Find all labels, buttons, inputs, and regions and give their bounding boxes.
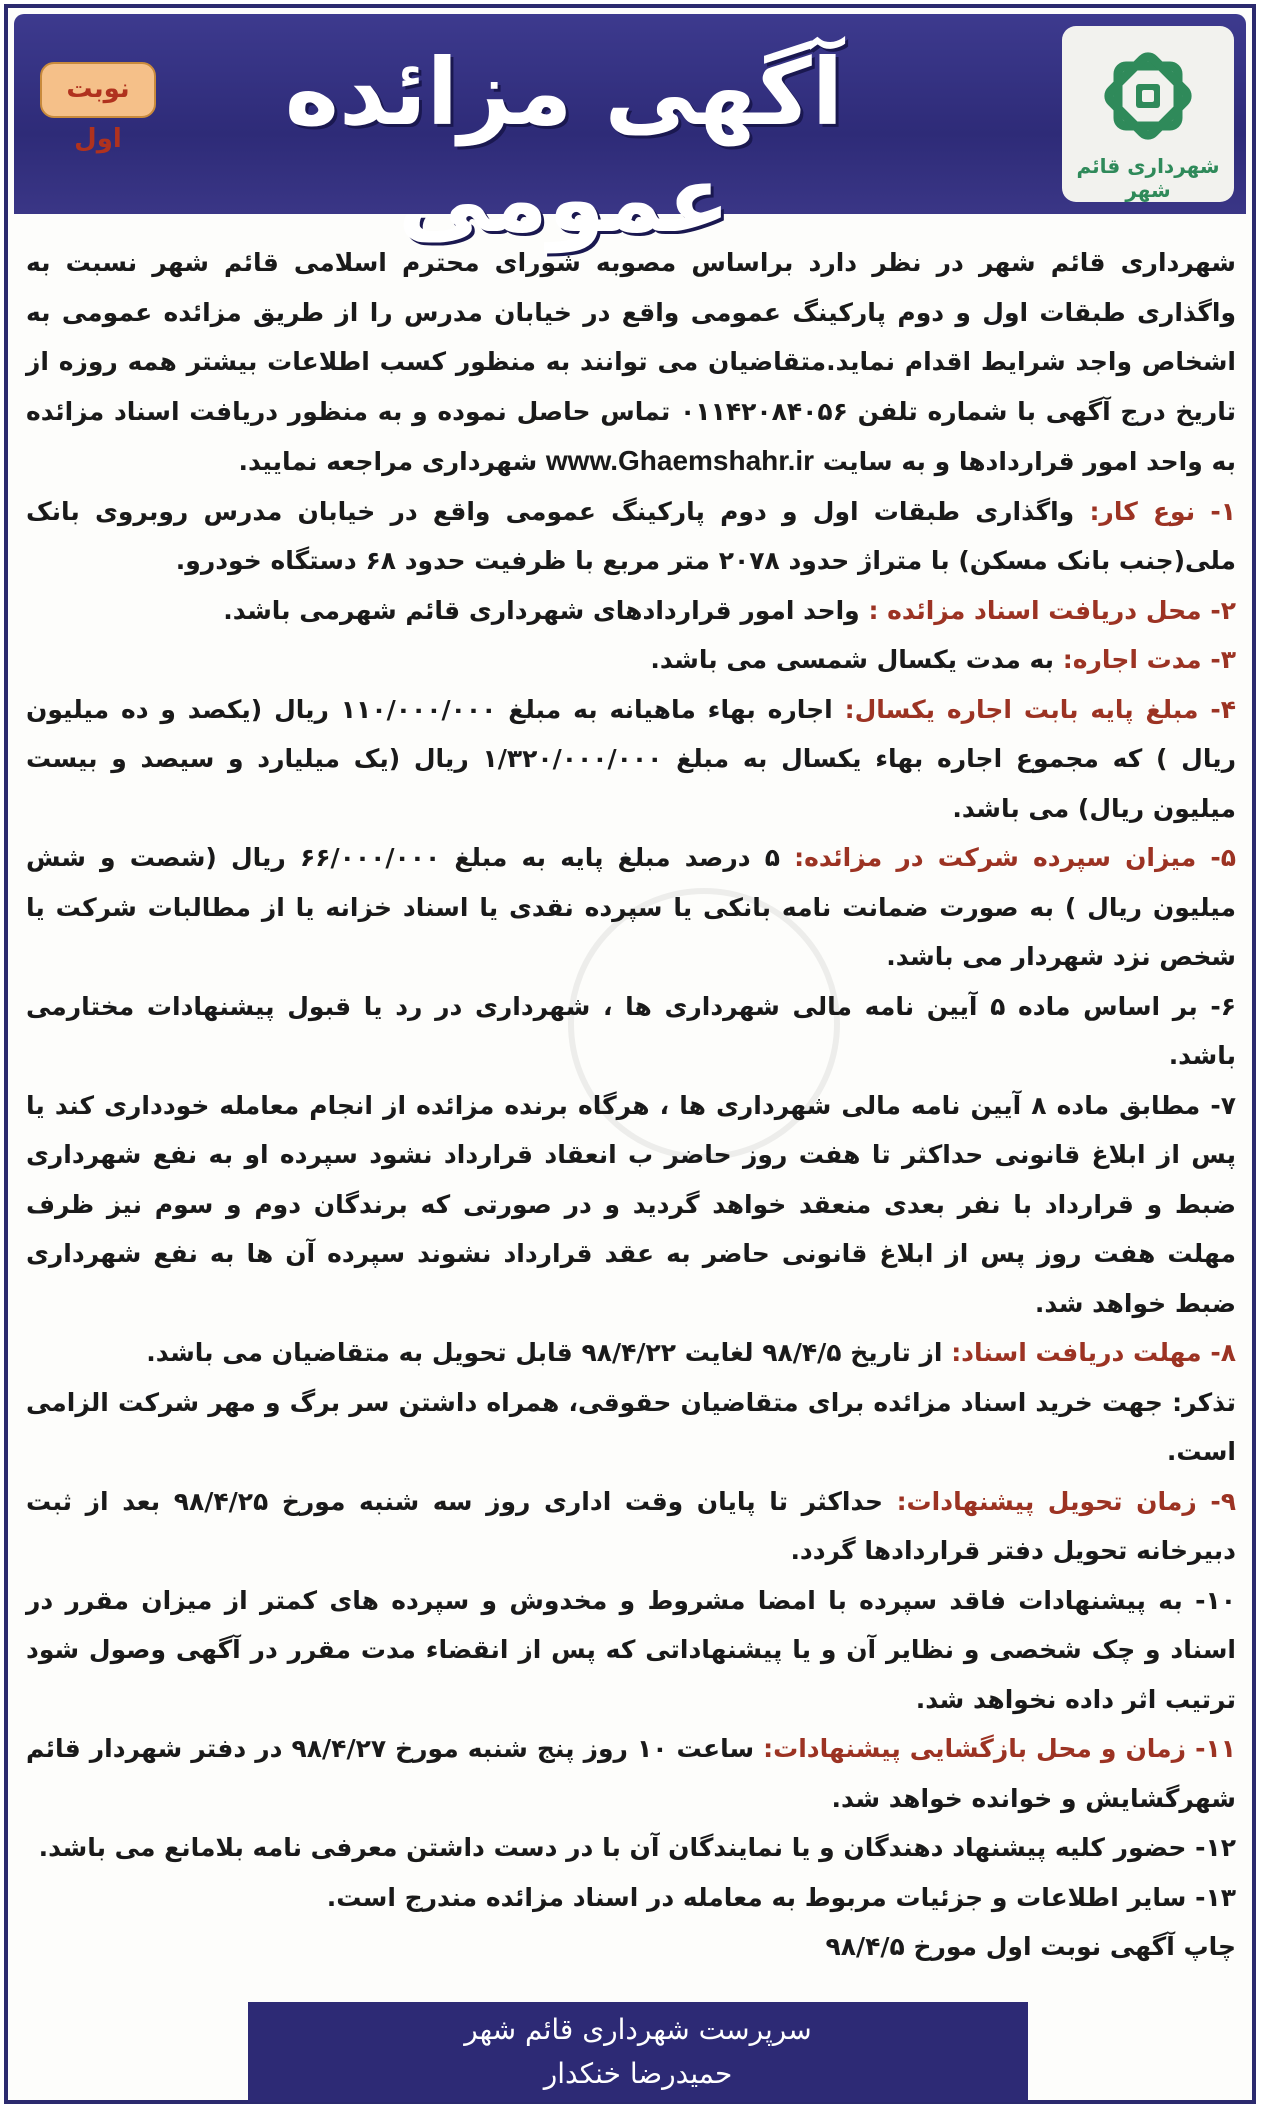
item-text: ۷- مطابق ماده ۸ آیین نامه مالی شهرداری ها ، هرگاه برنده مزائده از انجام معامله خودداری کند یا پس از ابلاغ قانونی حداکثر تا هفت روز حاضر ب انعقاد قرارداد نشود سپرده او به نفع شهرداری ضبط و قرارداد با نفر بعدی منعقد خواهد گردید و در صورتی که برندگان دوم و سوم نیز ظرف مهلت هفت روز پس از ابلاغ قانونی حاضر به عقد قرارداد نشوند سپرده آن ها به نفع شهرداری ضبط خواهد شد. [26,1090,1236,1318]
intro-paragraph [26,238,1236,487]
list-item [26,1823,1236,1873]
item-text: ۱۲- حضور کلیه پیشنهاد دهندگان و یا نمایندگان آن با در دست داشتن معرفی نامه بلامانع می باشد. [38,1833,1236,1862]
item-text: اجاره بهاء ماهیانه به مبلغ ۱۱۰/۰۰۰/۰۰۰ ریال (یکصد و ده میلیون ریال ) که مجموع اجاره بهاء یکسال به مبلغ ۱/۳۲۰/۰۰۰/۰۰۰ ریال (یک میلیارد و سیصد و بیست میلیون ریال) می باشد. [26,694,1237,823]
item-text: چاپ آگهی نوبت اول مورخ ۹۸/۴/۵ [825,1932,1236,1961]
municipality-logo [1062,26,1234,202]
item-label: ۳- مدت اجاره: [1062,645,1236,674]
intro-text-end: شهرداری مراجعه نمایید. [238,447,538,476]
website-link[interactable]: www.Ghaemshahr.ir [545,445,815,476]
list-item [26,586,1236,636]
item-text: ۱۳- سایر اطلاعات و جزئیات مربوط به معامله در اسناد مزائده مندرج است. [326,1882,1236,1912]
page-title: آگهی مزائده عمومی [284,39,844,253]
item-text: ۶- بر اساس ماده ۵ آیین نامه مالی شهرداری ها ، شهرداری در رد یا قبول پیشنهادات مختارمی باشد. [26,991,1237,1070]
item-text: به مدت یکسال شمسی می باشد. [650,645,1055,674]
round-badge: نوبت اول [40,62,156,118]
list-item [26,635,1236,685]
item-label: ۵- میزان سپرده شرکت در مزائده: [794,843,1236,872]
list-item [26,1724,1236,1823]
item-text: ساعت ۱۰ روز پنج شنبه مورخ ۹۸/۴/۲۷ در دفتر شهردار قائم شهرگشایش و خوانده خواهد شد. [26,1734,1236,1813]
list-item [26,685,1236,834]
municipality-emblem-icon [1092,40,1204,152]
list-item [26,982,1236,1081]
list-item [26,1873,1236,1923]
signatory-title: سرپرست شهرداری قائم شهر [464,2013,812,2046]
logo-caption: شهرداری قائم شهر [1076,154,1220,202]
item-text: واگذاری طبقات اول و دوم پارکینگ عمومی واقع در خیابان مدرس روبروی بانک ملی(جنب بانک مسکن) با متراژ حدود ۲۰۷۸ متر مربع با ظرفیت حدود ۶۸ دستگاه خودرو. [26,496,1236,575]
notice-sheet [4,4,1256,2104]
list-item [26,1922,1236,1972]
item-text: ۵ درصد مبلغ پایه به مبلغ ۶۶/۰۰۰/۰۰۰ ریال (شصت و شش میلیون ریال ) به صورت ضمانت نامه بانکی یا سپرده نقدی یا اسناد خزانه یا از مطالبات شرکت یا شخص نزد شهردار می باشد. [26,843,1236,971]
item-text: از تاریخ ۹۸/۴/۵ لغایت ۹۸/۴/۲۲ قابل تحویل به متقاضیان می باشد. [146,1338,943,1367]
item-label: ۱۱- زمان و محل بازگشایی پیشنهادات: [763,1734,1237,1763]
item-text: حداکثر تا پایان وقت اداری روز سه شنبه مورخ ۹۸/۴/۲۵ بعد از ثبت دبیرخانه تحویل دفتر قراردادها گردد. [26,1486,1236,1565]
list-item [26,1081,1236,1329]
intro-text: شهرداری قائم شهر در نظر دارد براساس مصوبه شورای محترم اسلامی قائم شهر نسبت به واگذاری طبقات اول و دوم پارکینگ عمومی واقع در خیابان مدرس را از طریق مزائده عمومی به اشخاص واجد شرایط اقدام نماید.متقاضیان می توانند به منظور کسب اطلاعات بیشتر همه روزه از تاریخ درج آگهی با شماره تلفن ۰۱۱۴۲۰۸۴۰۵۶ تماس حاصل نموده و به منظور دریافت اسناد مزائده به واحد امور قراردادها و به سایت [26,248,1236,476]
list-item [26,1378,1236,1477]
item-text: تذکر: جهت خرید اسناد مزائده برای متقاضیان حقوقی، همراه داشتن سر برگ و مهر شرکت الزامی است. [26,1387,1236,1466]
list-item [26,1477,1236,1576]
item-text: واحد امور قراردادهای شهرداری قائم شهرمی باشد. [223,595,860,625]
item-label: ۴- مبلغ پایه بابت اجاره یکسال: [844,694,1236,724]
header-banner [14,14,1246,253]
list-item [26,1328,1236,1378]
list-item [26,833,1236,982]
item-label: ۱- نوع کار: [1089,496,1236,526]
signature-block [248,2002,1028,2102]
list-item [26,1576,1236,1725]
notice-body [26,238,1236,1972]
signatory-name: حمیدرضا خنکدار [543,2057,733,2090]
item-label: ۸- مهلت دریافت اسناد: [951,1338,1236,1367]
item-text: ۱۰- به پیشنهادات فاقد سپرده با امضا مشروط و مخدوش و سپرده های کمتر از میزان مقرر در اسناد و چک شخصی و نظایر آن و یا پیشنهاداتی که پس از انقضاء مدت مقرر در آگهی وصول شود ترتیب اثر داده نخواهد شد. [26,1585,1236,1714]
item-label: ۲- محل دریافت اسناد مزائده : [868,595,1236,625]
list-item [26,487,1236,586]
item-label: ۹- زمان تحویل پیشنهادات: [896,1486,1236,1516]
